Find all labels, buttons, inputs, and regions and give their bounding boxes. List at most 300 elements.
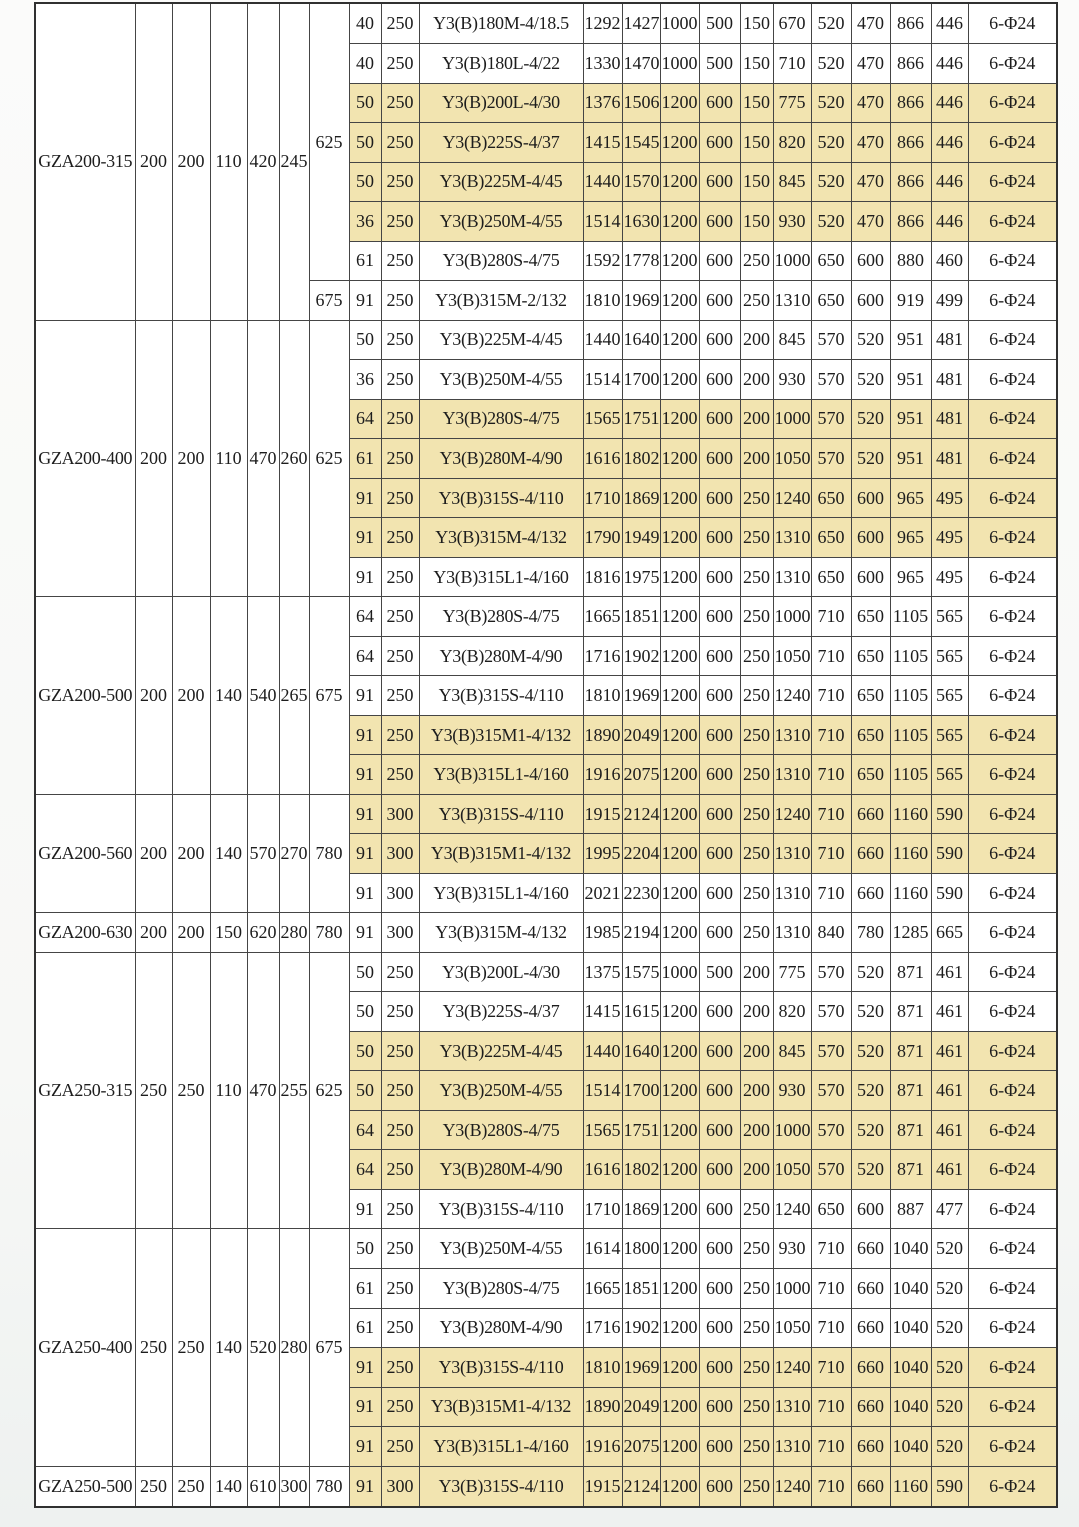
dimension-cell: 470 <box>247 952 279 1229</box>
value-cell: 1630 <box>622 202 660 242</box>
value-cell: 570 <box>811 1071 851 1111</box>
bolt-spec-cell: 6-Φ24 <box>968 1229 1057 1269</box>
value-cell: 710 <box>811 834 851 874</box>
value-cell: 600 <box>699 597 740 637</box>
value-cell: 200 <box>740 1110 773 1150</box>
shaft-cell: 250 <box>381 399 419 439</box>
value-cell: 600 <box>851 557 890 597</box>
motor-model-cell: Y3(B)225S-4/37 <box>419 123 583 163</box>
value-cell: 1310 <box>773 834 811 874</box>
value-cell: 775 <box>773 83 811 123</box>
value-cell: 150 <box>740 202 773 242</box>
shaft-cell: 250 <box>381 1387 419 1427</box>
value-cell: 1969 <box>622 281 660 321</box>
motor-model-cell: Y3(B)280M-4/90 <box>419 1150 583 1190</box>
value-cell: 1240 <box>773 676 811 716</box>
value-cell: 871 <box>890 1150 931 1190</box>
value-cell: 1160 <box>890 794 931 834</box>
value-cell: 446 <box>931 202 968 242</box>
value-cell: 1200 <box>660 478 699 518</box>
ratio-cell: 50 <box>349 952 381 992</box>
dimension-cell: 110 <box>210 3 247 320</box>
motor-model-cell: Y3(B)280S-4/75 <box>419 399 583 439</box>
dimension-cell: 620 <box>247 913 279 953</box>
value-cell: 1000 <box>773 399 811 439</box>
value-cell: 565 <box>931 715 968 755</box>
value-cell: 1040 <box>890 1269 931 1309</box>
bolt-spec-cell: 6-Φ24 <box>968 794 1057 834</box>
value-cell: 1869 <box>622 478 660 518</box>
center-height-cell: 780 <box>309 794 349 913</box>
value-cell: 1440 <box>583 1031 622 1071</box>
value-cell: 1800 <box>622 1229 660 1269</box>
value-cell: 1851 <box>622 597 660 637</box>
value-cell: 840 <box>811 913 851 953</box>
value-cell: 1240 <box>773 1466 811 1507</box>
ratio-cell: 50 <box>349 1071 381 1111</box>
value-cell: 710 <box>811 1466 851 1507</box>
bolt-spec-cell: 6-Φ24 <box>968 1348 1057 1388</box>
value-cell: 250 <box>740 676 773 716</box>
value-cell: 1310 <box>773 913 811 953</box>
value-cell: 1240 <box>773 1348 811 1388</box>
shaft-cell: 250 <box>381 162 419 202</box>
value-cell: 660 <box>851 1348 890 1388</box>
value-cell: 1050 <box>773 439 811 479</box>
value-cell: 500 <box>699 44 740 84</box>
value-cell: 565 <box>931 597 968 637</box>
value-cell: 470 <box>851 123 890 163</box>
value-cell: 1310 <box>773 557 811 597</box>
value-cell: 1200 <box>660 1308 699 1348</box>
value-cell: 250 <box>740 1229 773 1269</box>
motor-model-cell: Y3(B)225M-4/45 <box>419 162 583 202</box>
bolt-spec-cell: 6-Φ24 <box>968 1110 1057 1150</box>
motor-model-cell: Y3(B)280M-4/90 <box>419 636 583 676</box>
value-cell: 951 <box>890 320 931 360</box>
value-cell: 1040 <box>890 1427 931 1467</box>
value-cell: 871 <box>890 1031 931 1071</box>
value-cell: 1902 <box>622 1308 660 1348</box>
value-cell: 446 <box>931 123 968 163</box>
value-cell: 600 <box>699 241 740 281</box>
value-cell: 600 <box>699 439 740 479</box>
value-cell: 1975 <box>622 557 660 597</box>
value-cell: 250 <box>740 755 773 795</box>
value-cell: 1330 <box>583 44 622 84</box>
shaft-cell: 250 <box>381 518 419 558</box>
value-cell: 660 <box>851 1269 890 1309</box>
table-row <box>35 1466 1057 1507</box>
value-cell: 250 <box>740 1189 773 1229</box>
table-row <box>35 952 1057 992</box>
value-cell: 1514 <box>583 1071 622 1111</box>
dimension-cell: 140 <box>210 597 247 795</box>
ratio-cell: 91 <box>349 676 381 716</box>
value-cell: 470 <box>851 3 890 44</box>
motor-model-cell: Y3(B)280S-4/75 <box>419 1110 583 1150</box>
value-cell: 1240 <box>773 478 811 518</box>
value-cell: 866 <box>890 44 931 84</box>
value-cell: 250 <box>740 557 773 597</box>
ratio-cell: 50 <box>349 1229 381 1269</box>
bolt-spec-cell: 6-Φ24 <box>968 1308 1057 1348</box>
value-cell: 470 <box>851 202 890 242</box>
value-cell: 2230 <box>622 873 660 913</box>
value-cell: 710 <box>811 1229 851 1269</box>
bolt-spec-cell: 6-Φ24 <box>968 518 1057 558</box>
value-cell: 1105 <box>890 597 931 637</box>
value-cell: 600 <box>699 123 740 163</box>
value-cell: 1200 <box>660 597 699 637</box>
value-cell: 520 <box>811 3 851 44</box>
value-cell: 1949 <box>622 518 660 558</box>
shaft-cell: 250 <box>381 1348 419 1388</box>
value-cell: 1790 <box>583 518 622 558</box>
shaft-cell: 250 <box>381 1308 419 1348</box>
value-cell: 930 <box>773 202 811 242</box>
center-height-cell: 780 <box>309 1466 349 1507</box>
value-cell: 710 <box>811 1269 851 1309</box>
shaft-cell: 250 <box>381 952 419 992</box>
value-cell: 600 <box>699 873 740 913</box>
value-cell: 600 <box>699 834 740 874</box>
value-cell: 1200 <box>660 162 699 202</box>
value-cell: 1890 <box>583 715 622 755</box>
value-cell: 250 <box>740 1387 773 1427</box>
shaft-cell: 250 <box>381 1110 419 1150</box>
shaft-cell: 250 <box>381 1071 419 1111</box>
value-cell: 1105 <box>890 676 931 716</box>
ratio-cell: 64 <box>349 636 381 676</box>
value-cell: 250 <box>740 1269 773 1309</box>
value-cell: 600 <box>699 518 740 558</box>
value-cell: 710 <box>811 794 851 834</box>
dimension-cell: 200 <box>172 597 210 795</box>
value-cell: 1105 <box>890 715 931 755</box>
bolt-spec-cell: 6-Φ24 <box>968 913 1057 953</box>
value-cell: 590 <box>931 1466 968 1507</box>
dimension-cell: 140 <box>210 1229 247 1466</box>
value-cell: 470 <box>851 162 890 202</box>
value-cell: 250 <box>740 1308 773 1348</box>
ratio-cell: 91 <box>349 755 381 795</box>
bolt-spec-cell: 6-Φ24 <box>968 162 1057 202</box>
value-cell: 1050 <box>773 1150 811 1190</box>
bolt-spec-cell: 6-Φ24 <box>968 1031 1057 1071</box>
value-cell: 710 <box>811 1308 851 1348</box>
value-cell: 570 <box>811 439 851 479</box>
value-cell: 520 <box>811 202 851 242</box>
bolt-spec-cell: 6-Φ24 <box>968 755 1057 795</box>
value-cell: 600 <box>851 478 890 518</box>
value-cell: 650 <box>811 478 851 518</box>
ratio-cell: 64 <box>349 399 381 439</box>
model-cell: GZA200-500 <box>35 597 135 795</box>
value-cell: 665 <box>931 913 968 953</box>
value-cell: 1200 <box>660 1229 699 1269</box>
value-cell: 570 <box>811 1150 851 1190</box>
ratio-cell: 91 <box>349 873 381 913</box>
value-cell: 880 <box>890 241 931 281</box>
value-cell: 600 <box>699 1189 740 1229</box>
center-height-cell: 780 <box>309 913 349 953</box>
ratio-cell: 64 <box>349 1150 381 1190</box>
dimension-cell: 280 <box>279 913 309 953</box>
motor-model-cell: Y3(B)315S-4/110 <box>419 1189 583 1229</box>
center-height-cell: 675 <box>309 1229 349 1466</box>
value-cell: 2049 <box>622 715 660 755</box>
shaft-cell: 250 <box>381 1229 419 1269</box>
dimension-cell: 200 <box>135 3 172 320</box>
value-cell: 570 <box>811 399 851 439</box>
value-cell: 600 <box>699 755 740 795</box>
value-cell: 1200 <box>660 715 699 755</box>
value-cell: 1615 <box>622 992 660 1032</box>
value-cell: 520 <box>931 1269 968 1309</box>
value-cell: 1200 <box>660 557 699 597</box>
value-cell: 1000 <box>660 952 699 992</box>
value-cell: 775 <box>773 952 811 992</box>
ratio-cell: 91 <box>349 1189 381 1229</box>
value-cell: 866 <box>890 83 931 123</box>
value-cell: 200 <box>740 1031 773 1071</box>
value-cell: 1285 <box>890 913 931 953</box>
ratio-cell: 50 <box>349 320 381 360</box>
bolt-spec-cell: 6-Φ24 <box>968 478 1057 518</box>
ratio-cell: 91 <box>349 518 381 558</box>
value-cell: 150 <box>740 123 773 163</box>
value-cell: 200 <box>740 360 773 400</box>
value-cell: 520 <box>931 1308 968 1348</box>
dimension-cell: 270 <box>279 794 309 913</box>
motor-model-cell: Y3(B)225S-4/37 <box>419 992 583 1032</box>
value-cell: 1700 <box>622 1071 660 1111</box>
value-cell: 600 <box>699 1229 740 1269</box>
value-cell: 845 <box>773 320 811 360</box>
value-cell: 461 <box>931 992 968 1032</box>
motor-model-cell: Y3(B)280S-4/75 <box>419 241 583 281</box>
dimension-cell: 420 <box>247 3 279 320</box>
motor-model-cell: Y3(B)180M-4/18.5 <box>419 3 583 44</box>
table-row <box>35 320 1057 360</box>
value-cell: 650 <box>851 715 890 755</box>
bolt-spec-cell: 6-Φ24 <box>968 952 1057 992</box>
value-cell: 1040 <box>890 1229 931 1269</box>
value-cell: 1545 <box>622 123 660 163</box>
value-cell: 200 <box>740 952 773 992</box>
value-cell: 1802 <box>622 1150 660 1190</box>
value-cell: 600 <box>699 1466 740 1507</box>
shaft-cell: 250 <box>381 715 419 755</box>
dimension-cell: 110 <box>210 952 247 1229</box>
value-cell: 2124 <box>622 794 660 834</box>
value-cell: 520 <box>811 83 851 123</box>
value-cell: 600 <box>699 202 740 242</box>
value-cell: 1810 <box>583 676 622 716</box>
dimension-cell: 540 <box>247 597 279 795</box>
motor-model-cell: Y3(B)180L-4/22 <box>419 44 583 84</box>
value-cell: 1200 <box>660 1150 699 1190</box>
value-cell: 200 <box>740 439 773 479</box>
dimension-cell: 200 <box>172 913 210 953</box>
value-cell: 200 <box>740 1150 773 1190</box>
value-cell: 710 <box>811 1387 851 1427</box>
value-cell: 495 <box>931 478 968 518</box>
model-cell: GZA200-400 <box>35 320 135 597</box>
value-cell: 1200 <box>660 794 699 834</box>
bolt-spec-cell: 6-Φ24 <box>968 1269 1057 1309</box>
value-cell: 1375 <box>583 952 622 992</box>
shaft-cell: 250 <box>381 123 419 163</box>
value-cell: 820 <box>773 992 811 1032</box>
value-cell: 520 <box>851 399 890 439</box>
value-cell: 250 <box>740 597 773 637</box>
value-cell: 250 <box>740 834 773 874</box>
ratio-cell: 61 <box>349 241 381 281</box>
value-cell: 600 <box>699 162 740 202</box>
model-cell: GZA200-630 <box>35 913 135 953</box>
value-cell: 1575 <box>622 952 660 992</box>
model-cell: GZA250-315 <box>35 952 135 1229</box>
motor-model-cell: Y3(B)315S-4/110 <box>419 794 583 834</box>
model-cell: GZA200-315 <box>35 3 135 320</box>
ratio-cell: 91 <box>349 834 381 874</box>
value-cell: 1916 <box>583 755 622 795</box>
value-cell: 1810 <box>583 1348 622 1388</box>
value-cell: 660 <box>851 1308 890 1348</box>
value-cell: 1310 <box>773 518 811 558</box>
ratio-cell: 40 <box>349 44 381 84</box>
ratio-cell: 64 <box>349 597 381 637</box>
center-height-cell: 675 <box>309 597 349 795</box>
value-cell: 2021 <box>583 873 622 913</box>
ratio-cell: 91 <box>349 478 381 518</box>
value-cell: 1310 <box>773 1387 811 1427</box>
value-cell: 1200 <box>660 1427 699 1467</box>
value-cell: 1716 <box>583 1308 622 1348</box>
table-row <box>35 1229 1057 1269</box>
shaft-cell: 250 <box>381 1427 419 1467</box>
ratio-cell: 50 <box>349 162 381 202</box>
value-cell: 250 <box>740 873 773 913</box>
bolt-spec-cell: 6-Φ24 <box>968 44 1057 84</box>
value-cell: 200 <box>740 992 773 1032</box>
dimension-cell: 250 <box>172 1466 210 1507</box>
motor-model-cell: Y3(B)250M-4/55 <box>419 360 583 400</box>
value-cell: 1200 <box>660 1348 699 1388</box>
dimension-cell: 300 <box>279 1466 309 1507</box>
value-cell: 930 <box>773 360 811 400</box>
value-cell: 1614 <box>583 1229 622 1269</box>
motor-model-cell: Y3(B)280M-4/90 <box>419 1308 583 1348</box>
value-cell: 1570 <box>622 162 660 202</box>
value-cell: 930 <box>773 1071 811 1111</box>
value-cell: 1310 <box>773 755 811 795</box>
value-cell: 965 <box>890 518 931 558</box>
bolt-spec-cell: 6-Φ24 <box>968 439 1057 479</box>
value-cell: 150 <box>740 3 773 44</box>
value-cell: 1050 <box>773 636 811 676</box>
spec-table <box>34 2 1058 1508</box>
ratio-cell: 91 <box>349 1348 381 1388</box>
value-cell: 520 <box>811 44 851 84</box>
ratio-cell: 91 <box>349 281 381 321</box>
value-cell: 481 <box>931 360 968 400</box>
value-cell: 600 <box>851 281 890 321</box>
value-cell: 1105 <box>890 636 931 676</box>
value-cell: 660 <box>851 1427 890 1467</box>
value-cell: 520 <box>931 1348 968 1388</box>
motor-model-cell: Y3(B)315L1-4/160 <box>419 873 583 913</box>
value-cell: 710 <box>811 755 851 795</box>
value-cell: 1200 <box>660 439 699 479</box>
bolt-spec-cell: 6-Φ24 <box>968 557 1057 597</box>
value-cell: 600 <box>699 1150 740 1190</box>
dimension-cell: 140 <box>210 794 247 913</box>
dimension-cell: 200 <box>135 320 172 597</box>
value-cell: 250 <box>740 794 773 834</box>
value-cell: 866 <box>890 123 931 163</box>
ratio-cell: 91 <box>349 1466 381 1507</box>
value-cell: 1890 <box>583 1387 622 1427</box>
value-cell: 250 <box>740 1466 773 1507</box>
value-cell: 520 <box>851 360 890 400</box>
value-cell: 710 <box>811 636 851 676</box>
value-cell: 1915 <box>583 1466 622 1507</box>
value-cell: 1200 <box>660 1071 699 1111</box>
motor-model-cell: Y3(B)315S-4/110 <box>419 676 583 716</box>
center-height-cell: 625 <box>309 3 349 281</box>
value-cell: 600 <box>699 992 740 1032</box>
value-cell: 600 <box>699 1269 740 1309</box>
value-cell: 470 <box>851 83 890 123</box>
shaft-cell: 250 <box>381 320 419 360</box>
value-cell: 660 <box>851 834 890 874</box>
value-cell: 600 <box>699 1427 740 1467</box>
value-cell: 1916 <box>583 1427 622 1467</box>
motor-model-cell: Y3(B)315M1-4/132 <box>419 834 583 874</box>
ratio-cell: 50 <box>349 123 381 163</box>
value-cell: 520 <box>851 439 890 479</box>
value-cell: 200 <box>740 399 773 439</box>
bolt-spec-cell: 6-Φ24 <box>968 399 1057 439</box>
bolt-spec-cell: 6-Φ24 <box>968 1071 1057 1111</box>
ratio-cell: 50 <box>349 83 381 123</box>
value-cell: 710 <box>811 1348 851 1388</box>
motor-model-cell: Y3(B)250M-4/55 <box>419 1071 583 1111</box>
value-cell: 1616 <box>583 439 622 479</box>
dimension-cell: 520 <box>247 1229 279 1466</box>
bolt-spec-cell: 6-Φ24 <box>968 873 1057 913</box>
value-cell: 600 <box>699 320 740 360</box>
value-cell: 887 <box>890 1189 931 1229</box>
value-cell: 600 <box>851 518 890 558</box>
value-cell: 520 <box>811 123 851 163</box>
value-cell: 866 <box>890 3 931 44</box>
value-cell: 1040 <box>890 1348 931 1388</box>
value-cell: 1200 <box>660 992 699 1032</box>
ratio-cell: 50 <box>349 992 381 1032</box>
shaft-cell: 250 <box>381 3 419 44</box>
value-cell: 1802 <box>622 439 660 479</box>
value-cell: 1700 <box>622 360 660 400</box>
shaft-cell: 250 <box>381 83 419 123</box>
value-cell: 570 <box>811 952 851 992</box>
bolt-spec-cell: 6-Φ24 <box>968 597 1057 637</box>
value-cell: 1000 <box>773 1110 811 1150</box>
value-cell: 1000 <box>773 1269 811 1309</box>
